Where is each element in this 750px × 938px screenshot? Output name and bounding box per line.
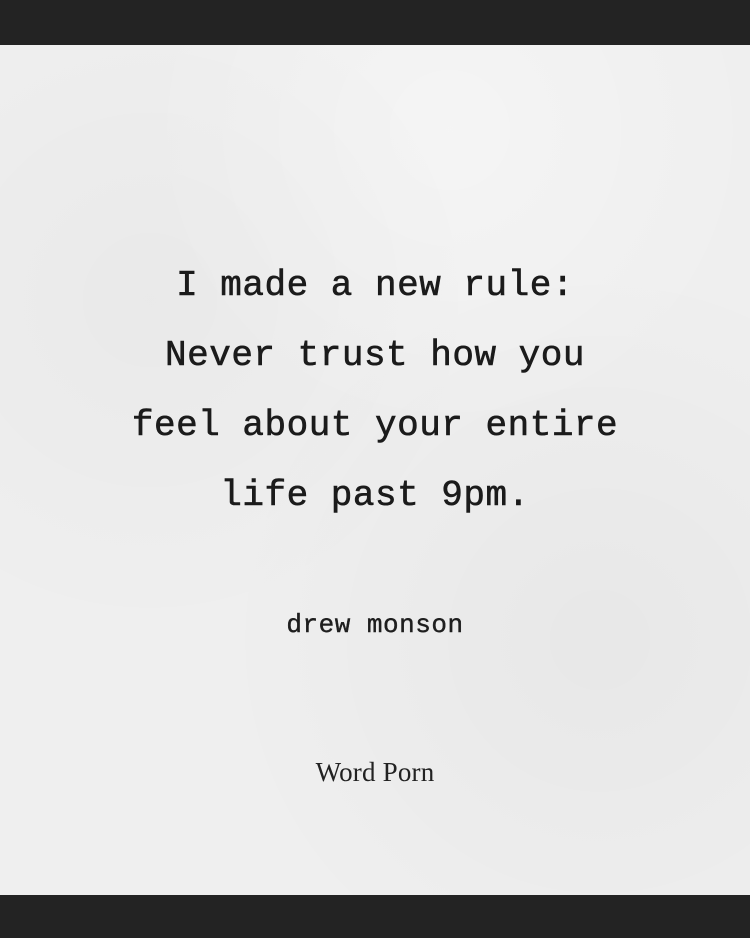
quote-line: Never trust how you (165, 335, 585, 376)
quote-line: feel about your entire (131, 405, 619, 446)
quote-line: life past 9pm. (220, 475, 530, 516)
quote-author: drew monson (286, 610, 464, 640)
quote-text (0, 251, 750, 531)
brand-watermark: Word Porn (315, 757, 435, 787)
quote-line: I made a new rule: (176, 265, 574, 306)
paper-background (0, 45, 750, 895)
